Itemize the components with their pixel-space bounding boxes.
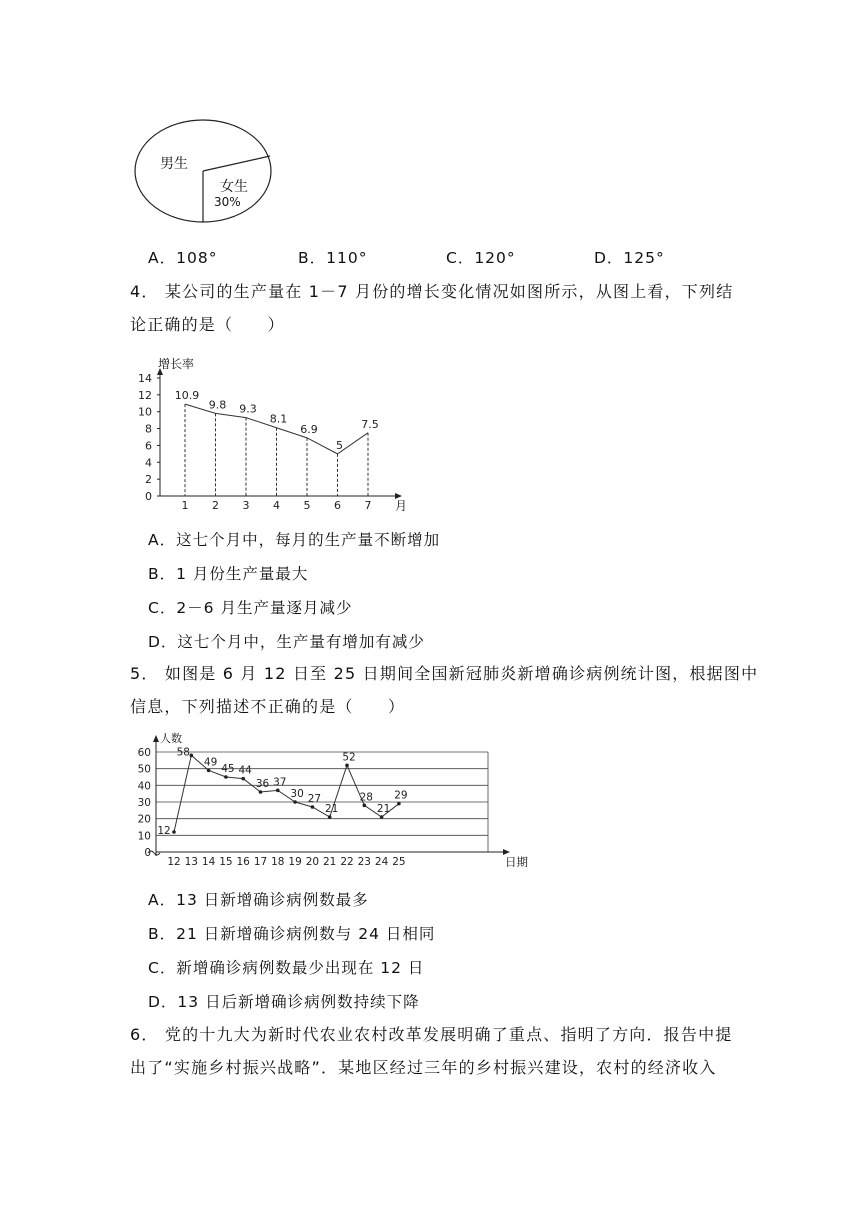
q3-option-b: B．110° [298, 249, 368, 267]
x-tick-label: 6 [334, 499, 341, 512]
x-tick-label: 14 [201, 856, 216, 868]
data-point [276, 789, 280, 793]
q5-option-b: B．21 日新增确诊病例数与 24 日相同 [148, 925, 436, 943]
x-tick-label: 5 [303, 499, 311, 512]
q4-stem-line1: 4． 某公司的生产量在 1－7 月份的增长变化情况如图所示，从图上看，下列结 [130, 282, 734, 301]
data-point [172, 830, 176, 834]
x-tick-label: 4 [273, 499, 280, 512]
data-label: 27 [307, 793, 322, 805]
data-point [207, 769, 211, 773]
x-tick-label: 7 [364, 499, 372, 512]
x-tick-label: 23 [357, 856, 371, 868]
pie-label-male: 男生 [160, 156, 188, 172]
x-tick-label: 19 [288, 856, 302, 868]
pie-chart [130, 118, 280, 228]
q5-stem-line2: 信息，下列描述不正确的是（ ） [130, 697, 406, 716]
y-tick-label: 14 [138, 372, 152, 385]
data-label: 45 [221, 763, 235, 775]
y-tick-label: 12 [138, 388, 152, 402]
x-tick-label: 25 [392, 856, 406, 868]
data-label: 9.3 [239, 402, 257, 416]
data-label: 49 [203, 756, 218, 769]
data-label: 21 [376, 803, 391, 815]
y-tick-label: 4 [145, 456, 152, 470]
x-tick-label: 20 [305, 856, 320, 868]
data-label: 29 [394, 789, 408, 802]
q5-stem-line1: 5． 如图是 6 月 12 日至 25 日期间全国新冠肺炎新增确诊病例统计图，根据图中 [130, 664, 759, 683]
data-point [345, 764, 349, 768]
data-label: 28 [359, 791, 373, 804]
pie-label-female-pct: 30% [214, 195, 241, 209]
y-tick-label: 0 [144, 847, 151, 859]
y-tick-label: 10 [138, 405, 152, 419]
data-label: 9.8 [208, 398, 227, 412]
data-label: 52 [342, 751, 356, 764]
growth-rate-line-chart [125, 350, 415, 515]
q5-option-d: D．13 日后新增确诊病例数持续下降 [148, 993, 420, 1011]
q6-stem-line1: 6． 党的十九大为新时代农业农村改革发展明确了重点、指明了方向．报告中提 [130, 1025, 733, 1044]
q3-option-a: A．108° [148, 249, 218, 267]
y-tick-label: 6 [145, 439, 152, 453]
data-point [241, 777, 245, 781]
q5-option-c: C．新增确诊病例数最少出现在 12 日 [148, 959, 425, 977]
x-tick-label: 17 [253, 856, 268, 868]
data-label: 37 [273, 776, 287, 789]
data-point [293, 800, 297, 804]
y-tick-label: 50 [137, 763, 151, 776]
q5-option-a: A．13 日新增确诊病例数最多 [148, 891, 369, 909]
x-tick-label: 18 [271, 856, 285, 868]
q6-stem-line2: 出了“实施乡村振兴战略”．某地区经过三年的乡村振兴建设，农村的经济收入 [130, 1058, 717, 1077]
data-point [328, 815, 332, 819]
data-label: 21 [325, 803, 339, 815]
data-label: 10.9 [174, 389, 200, 403]
data-label: 6.9 [300, 422, 318, 436]
q4-option-c: C．2－6 月生产量逐月减少 [148, 599, 353, 617]
x-tick-label: 1 [181, 499, 189, 512]
q4-stem-line2: 论正确的是（ ） [130, 315, 285, 334]
x-tick-label: 13 [184, 856, 198, 868]
data-point [259, 790, 263, 794]
x-axis-label: 日期 [505, 855, 528, 869]
data-point [311, 805, 315, 809]
q4-option-b: B．1 月份生产量最大 [148, 565, 309, 583]
q4-option-d: D．这七个月中，生产量有增加有减少 [148, 633, 425, 651]
data-label: 30 [290, 788, 304, 800]
x-tick-label: 24 [374, 856, 389, 868]
y-axis-label: 增长率 [158, 357, 195, 371]
data-point [397, 802, 401, 806]
data-label: 5 [336, 438, 343, 452]
data-label: 7.5 [361, 417, 379, 431]
q3-option-c: C．120° [446, 249, 516, 267]
q3-option-d: D．125° [594, 249, 665, 267]
q4-option-a: A．这七个月中，每月的生产量不断增加 [148, 531, 441, 549]
data-point [363, 804, 367, 808]
y-tick-label: 40 [137, 780, 151, 793]
pie-label-female: 女生 [220, 179, 248, 195]
y-axis-arrow [153, 735, 159, 742]
x-tick-label: 16 [236, 856, 250, 868]
y-tick-label: 20 [137, 813, 151, 826]
data-label: 58 [176, 746, 190, 759]
data-label: 36 [255, 778, 270, 790]
x-tick-label: 12 [167, 856, 181, 868]
y-tick-label: 30 [137, 797, 151, 809]
x-tick-label: 21 [323, 856, 337, 868]
data-label: 8.1 [269, 412, 288, 426]
data-point [380, 815, 384, 819]
y-tick-label: 60 [137, 747, 151, 759]
y-tick-label: 8 [145, 422, 152, 436]
y-tick-label: 10 [137, 830, 151, 843]
x-tick-label: 22 [340, 856, 354, 868]
x-tick-label: 2 [212, 499, 219, 512]
y-tick-label: 0 [145, 490, 152, 503]
x-tick-label: 3 [242, 499, 250, 512]
y-axis-label: 人数 [160, 732, 182, 745]
y-tick-label: 2 [145, 473, 152, 487]
data-label: 12 [157, 825, 171, 837]
data-label: 44 [238, 764, 252, 777]
x-axis-label: 月 [395, 499, 408, 513]
data-point [224, 775, 228, 779]
new-cases-line-chart [125, 728, 545, 874]
x-tick-label: 15 [219, 856, 233, 868]
data-point [190, 754, 194, 758]
